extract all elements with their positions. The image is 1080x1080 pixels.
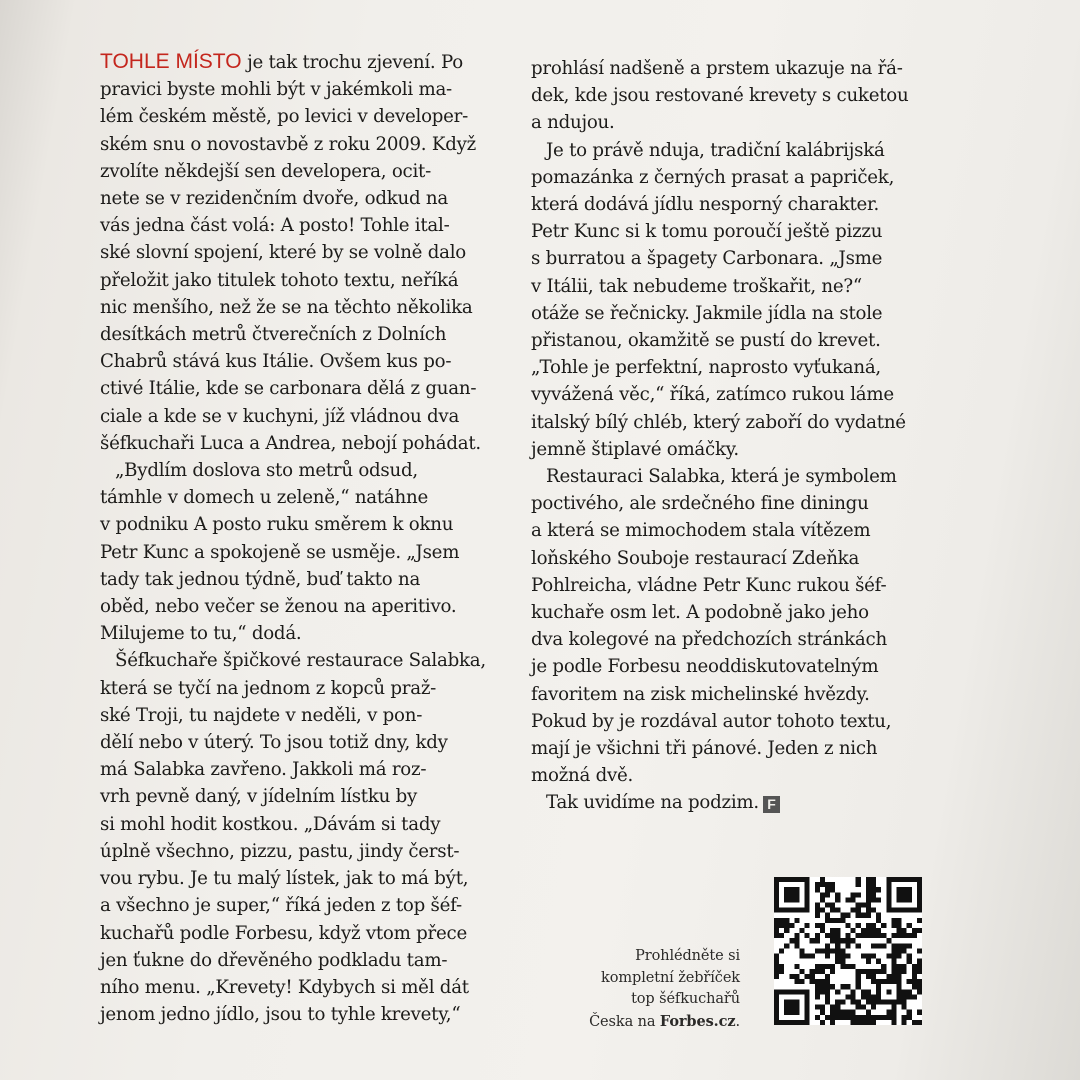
article-line: ské slovní spojení, které by se volně dalo: [100, 242, 466, 264]
article-line: otáže se řečnicky. Jakmile jídla na stole: [531, 302, 883, 324]
article-line: je podle Forbesu neoddiskutovatelným: [531, 656, 879, 678]
article-line: si mohl hodit kostkou. „Dávám si tady: [100, 813, 441, 835]
article-line: v Itálii, tak nebudeme troškařit, ne?“: [531, 275, 862, 297]
article-line: prohlásí nadšeně a prstem ukazuje na řá-: [531, 58, 903, 79]
article-line: Pohlreicha, vládne Petr Kunc rukou šéf-: [531, 574, 887, 596]
article-line: vrh pevně daný, v jídelním lístku by: [100, 786, 418, 808]
article-line: s burratou a špagety Carbonara. „Jsme: [531, 248, 883, 270]
article-line: Milujeme to tu,“ dodá.: [100, 623, 302, 645]
article-line: která dodává jídlu nesporný charakter.: [531, 194, 880, 216]
article-line: tady tak jednou týdně, buď takto na: [100, 568, 421, 590]
article-line: dva kolegové na předchozích stránkách: [531, 629, 887, 651]
article-line: jen ťukne do dřevěného podkladu tam-: [100, 949, 448, 971]
article-line: nic menšího, než že se na těchto několika: [100, 296, 473, 318]
article-line: Chabrů stává kus Itálie. Ovšem kus po-: [100, 351, 452, 373]
article-line: úplně všechno, pizzu, pastu, jindy čerst-: [100, 840, 460, 862]
qr-code-icon[interactable]: [774, 877, 922, 1025]
article-line: [531, 789, 951, 816]
article-line: možná dvě.: [531, 765, 634, 787]
article-line: a ndujou.: [531, 112, 615, 134]
article-line: desítkách metrů čtverečních z Dolních: [100, 324, 447, 346]
article-line: Petr Kunc a spokojeně se usměje. „Jsem: [100, 541, 460, 563]
article-line: ské Troji, tu najdete v neděli, v pon-: [100, 704, 423, 726]
article-line: která se tyčí na jednom z kopců praž-: [100, 677, 437, 699]
article-line: přistanou, okamžitě se pustí do krevet.: [531, 330, 881, 352]
article-line: kuchařů podle Forbesu, když vtom přece: [100, 922, 467, 944]
article-line: jemně štiplavé omáčky.: [531, 438, 739, 460]
caption-period: .: [735, 1013, 740, 1030]
caption-line: [480, 1011, 740, 1034]
lead-in: TOHLE MÍSTO: [100, 50, 242, 73]
article-line: támhle v domech u zeleně,“ natáhne: [100, 487, 428, 509]
article-line: Restauraci Salabka, která je symbolem: [546, 466, 897, 488]
caption-line: top šéfkuchařů: [631, 991, 740, 1007]
article-line: oběd, nebo večer se ženou na aperitivo.: [100, 596, 457, 618]
forbes-link[interactable]: Forbes.cz: [659, 1012, 736, 1030]
qr-code-graphic: [774, 877, 922, 1025]
article-line: jenom jedno jídlo, jsou to tyhle krevety,“: [100, 1004, 461, 1026]
article-closing-text: Tak uvidíme na podzim.: [546, 792, 759, 814]
article-line: „Tohle je perfektní, naprosto vyťukaná,: [531, 357, 881, 379]
article-line: vás jedna část volá: A posto! Tohle ital-: [100, 215, 450, 237]
article-line: zvolíte někdejší sen developera, ocit-: [100, 160, 431, 182]
article-line: loňského Souboje restaurací Zdeňka: [531, 547, 860, 569]
article-line: a která se mimochodem stala vítězem: [531, 520, 871, 542]
caption-line: Prohlédněte si: [635, 948, 740, 964]
article-line: pomazánka z černých prasat a papriček,: [531, 166, 895, 188]
article-right-column: [531, 55, 951, 817]
article-line: kuchaře osm let. A podobně jako jeho: [531, 602, 869, 624]
article-line: Pokud by je rozdával autor tohoto textu,: [531, 710, 892, 732]
article-line: poctivého, ale srdečného fine diningu: [531, 493, 869, 515]
promo-caption: [480, 946, 740, 1033]
article-line: „Bydlím doslova sto metrů odsud,: [115, 460, 418, 482]
article-line: přeložit jako titulek tohoto textu, neříká: [100, 269, 459, 291]
forbes-end-mark-icon: F: [763, 796, 780, 813]
article-line: v podniku A posto ruku směrem k oknu: [100, 514, 454, 536]
article-line: Petr Kunc si k tomu poroučí ještě pizzu: [531, 221, 883, 243]
article-line: Šéfkuchaře špičkové restaurace Salabka,: [115, 650, 486, 672]
article-line: má Salabka zavřeno. Jakkoli má roz-: [100, 759, 427, 781]
article-line: ctivé Itálie, kde se carbonara dělá z guan-: [100, 378, 477, 400]
article-left-column: [100, 48, 520, 1028]
article-line: favoritem na zisk michelinské hvězdy.: [531, 683, 870, 705]
article-line: italský bílý chléb, který zaboří do vydatné: [531, 411, 906, 433]
article-line: ciale a kde se v kuchyni, jíž vládnou dva: [100, 405, 460, 427]
article-line: lém českém městě, po levici v developer-: [100, 106, 469, 128]
article-line: Je to právě nduja, tradiční kalábrijská: [546, 139, 885, 161]
article-line: pravici byste mohli být v jakémkoli ma-: [100, 79, 452, 101]
article-text: je tak trochu zjevení. Po: [241, 52, 463, 73]
caption-text: Česka na: [589, 1013, 660, 1030]
article-line: vou rybu. Je tu malý lístek, jak to má být,: [100, 868, 469, 890]
article-line: nete se v rezidenčním dvoře, odkud na: [100, 188, 448, 210]
article-line: vyvážená věc,“ říká, zatímco rukou láme: [531, 384, 894, 406]
article-line: mají je všichni tři pánové. Jeden z nich: [531, 738, 878, 760]
article-line: dek, kde jsou restované krevety s cuketou: [531, 85, 909, 107]
article-line: a všechno je super,“ říká jeden z top šéf-: [100, 895, 462, 917]
article-line: dělí nebo v úterý. To jsou totiž dny, kdy: [100, 732, 448, 754]
article-line: [100, 48, 520, 76]
caption-line: kompletní žebříček: [601, 969, 740, 986]
article-line: ském snu o novostavbě z roku 2009. Když: [100, 133, 476, 155]
article-line: šéfkuchaři Luca a Andrea, nebojí pohádat.: [100, 432, 481, 454]
article-line: ního menu. „Krevety! Kdybych si měl dát: [100, 976, 469, 998]
